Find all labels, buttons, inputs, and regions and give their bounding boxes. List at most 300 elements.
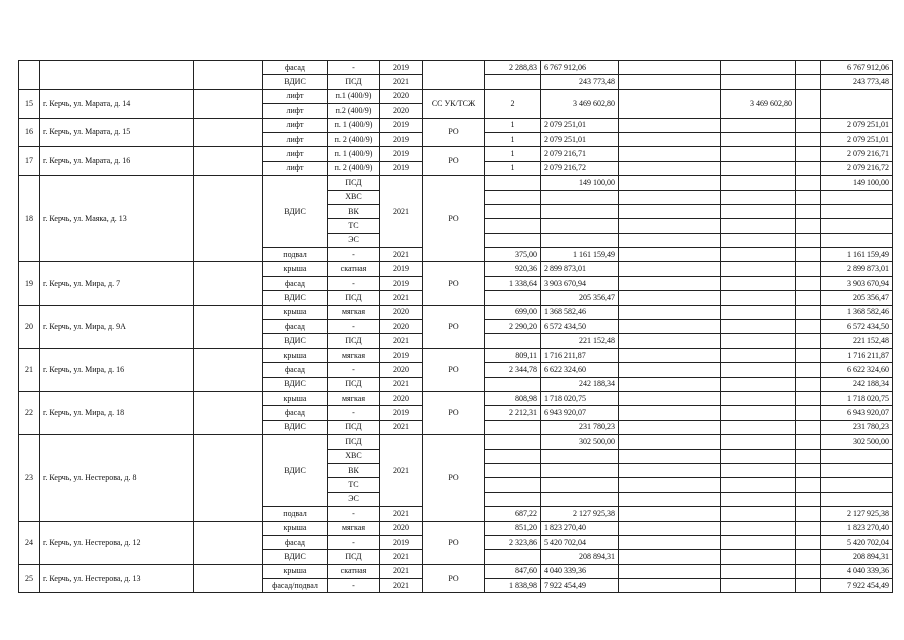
table-cell: 2019 — [380, 535, 423, 549]
table-cell — [619, 320, 721, 334]
table-cell: 2 — [485, 89, 541, 118]
table-cell: крыша — [263, 262, 328, 276]
table-cell: 4 040 339,36 — [541, 564, 619, 578]
table-cell — [721, 550, 796, 564]
table-cell: мягкая — [328, 348, 380, 362]
table-cell — [821, 204, 893, 218]
table-cell: - — [328, 507, 380, 521]
table-cell — [721, 406, 796, 420]
table-cell: ХВС — [328, 190, 380, 204]
table-cell: РО — [423, 118, 485, 147]
table-cell: 2021 — [380, 550, 423, 564]
table-cell: 302 500,00 — [541, 435, 619, 449]
table-cell — [796, 176, 821, 190]
table-cell: ВДИС — [263, 377, 328, 391]
repair-schedule-table — [18, 60, 893, 593]
table-cell — [796, 406, 821, 420]
table-cell — [796, 305, 821, 319]
table-row — [19, 147, 893, 161]
table-row — [19, 176, 893, 190]
table-cell — [485, 435, 541, 449]
table-cell: ПСД — [328, 420, 380, 434]
table-cell: 221 152,48 — [541, 334, 619, 348]
table-cell: 1 — [485, 147, 541, 161]
table-row — [19, 435, 893, 449]
table-cell: 2021 — [380, 564, 423, 578]
table-cell: 2 127 925,38 — [541, 507, 619, 521]
table-cell: 2021 — [380, 507, 423, 521]
table-cell: 302 500,00 — [821, 435, 893, 449]
table-cell — [485, 377, 541, 391]
table-cell — [541, 190, 619, 204]
table-cell: 2 212,31 — [485, 406, 541, 420]
table-cell: 2020 — [380, 363, 423, 377]
table-cell: СС УК/ТСЖ — [423, 89, 485, 118]
table-cell — [619, 248, 721, 262]
table-cell — [796, 262, 821, 276]
table-cell: мягкая — [328, 391, 380, 405]
table-cell — [485, 75, 541, 89]
table-cell — [721, 132, 796, 146]
table-row — [19, 521, 893, 535]
table-cell — [194, 521, 263, 564]
table-cell: 20 — [19, 305, 40, 348]
table-cell: г. Керчь, ул. Мира, д. 18 — [40, 391, 194, 434]
table-cell — [619, 564, 721, 578]
table-cell — [796, 190, 821, 204]
table-body — [19, 61, 893, 593]
table-cell — [796, 348, 821, 362]
table-cell: 1 161 159,49 — [821, 248, 893, 262]
table-cell: ВК — [328, 204, 380, 218]
table-cell: 2021 — [380, 248, 423, 262]
table-row — [19, 118, 893, 132]
table-cell — [619, 363, 721, 377]
table-cell: 1 — [485, 118, 541, 132]
table-cell: 205 356,47 — [541, 291, 619, 305]
table-cell: 242 188,34 — [541, 377, 619, 391]
table-cell — [541, 463, 619, 477]
table-cell: 1 161 159,49 — [541, 248, 619, 262]
table-cell — [796, 420, 821, 434]
table-cell: 6 767 912,06 — [821, 61, 893, 75]
table-cell: 920,36 — [485, 262, 541, 276]
table-cell — [796, 132, 821, 146]
table-cell — [721, 507, 796, 521]
table-cell — [721, 262, 796, 276]
table-cell: 6 767 912,06 — [541, 61, 619, 75]
table-cell: г. Керчь, ул. Мира, д. 16 — [40, 348, 194, 391]
table-cell: лифт — [263, 89, 328, 103]
table-cell — [485, 291, 541, 305]
table-cell — [619, 507, 721, 521]
table-cell: ВДИС — [263, 176, 328, 248]
table-cell: лифт — [263, 147, 328, 161]
table-cell: 221 152,48 — [821, 334, 893, 348]
table-cell: 2020 — [380, 305, 423, 319]
table-cell: г. Керчь, ул. Марата, д. 14 — [40, 89, 194, 118]
table-cell — [721, 420, 796, 434]
table-cell: - — [328, 535, 380, 549]
table-cell — [721, 363, 796, 377]
table-cell: 231 780,23 — [541, 420, 619, 434]
table-cell: лифт — [263, 118, 328, 132]
table-cell — [541, 492, 619, 506]
table-cell — [619, 204, 721, 218]
table-cell — [619, 276, 721, 290]
table-cell — [821, 233, 893, 247]
table-cell: 243 773,48 — [541, 75, 619, 89]
table-cell: 22 — [19, 391, 40, 434]
table-cell: 1 368 582,46 — [541, 305, 619, 319]
table-cell: ВДИС — [263, 420, 328, 434]
table-cell — [721, 291, 796, 305]
table-cell — [485, 463, 541, 477]
table-cell — [721, 219, 796, 233]
table-cell: 808,98 — [485, 391, 541, 405]
table-cell: РО — [423, 305, 485, 348]
table-cell — [619, 550, 721, 564]
table-cell: 2 344,78 — [485, 363, 541, 377]
table-cell: п. 1 (400/9) — [328, 118, 380, 132]
table-cell: 2019 — [380, 118, 423, 132]
table-cell: - — [328, 276, 380, 290]
table-cell: 6 622 324,60 — [821, 363, 893, 377]
table-cell: 1 718 020,75 — [541, 391, 619, 405]
table-cell: 851,20 — [485, 521, 541, 535]
table-cell — [796, 320, 821, 334]
table-cell: 19 — [19, 262, 40, 305]
table-cell — [821, 219, 893, 233]
table-cell — [796, 89, 821, 118]
table-cell — [821, 449, 893, 463]
table-cell — [619, 61, 721, 75]
table-cell: г. Керчь, ул. Мира, д. 7 — [40, 262, 194, 305]
table-cell — [619, 190, 721, 204]
table-cell: 2019 — [380, 262, 423, 276]
table-cell — [619, 262, 721, 276]
table-cell: г. Керчь, ул. Нестерова, д. 8 — [40, 435, 194, 521]
table-cell: п. 2 (400/9) — [328, 132, 380, 146]
table-cell: 1 718 020,75 — [821, 391, 893, 405]
table-cell — [721, 118, 796, 132]
table-cell — [194, 348, 263, 391]
table-cell: ПСД — [328, 334, 380, 348]
table-cell: фасад — [263, 535, 328, 549]
table-cell: 5 420 702,04 — [541, 535, 619, 549]
table-cell — [721, 449, 796, 463]
table-cell — [541, 449, 619, 463]
table-cell: 208 894,31 — [541, 550, 619, 564]
table-cell: 1 823 270,40 — [541, 521, 619, 535]
table-cell: 2 290,20 — [485, 320, 541, 334]
table-cell: лифт — [263, 132, 328, 146]
table-cell — [485, 420, 541, 434]
table-cell: 699,00 — [485, 305, 541, 319]
table-cell — [619, 89, 721, 118]
table-cell — [485, 204, 541, 218]
table-cell: крыша — [263, 348, 328, 362]
table-cell: 6 943 920,07 — [541, 406, 619, 420]
table-cell: 7 922 454,49 — [821, 579, 893, 593]
table-cell: 2020 — [380, 521, 423, 535]
table-cell: 2021 — [380, 75, 423, 89]
table-cell — [619, 75, 721, 89]
table-cell: 208 894,31 — [821, 550, 893, 564]
table-cell: ТС — [328, 478, 380, 492]
table-cell: РО — [423, 521, 485, 564]
table-cell: 2 079 216,71 — [541, 147, 619, 161]
table-cell — [541, 219, 619, 233]
table-cell: ПСД — [328, 176, 380, 190]
table-cell: подвал — [263, 507, 328, 521]
table-cell — [194, 564, 263, 593]
table-cell: 2019 — [380, 161, 423, 175]
table-cell: - — [328, 248, 380, 262]
table-cell: РО — [423, 564, 485, 593]
table-cell: 2021 — [380, 291, 423, 305]
table-cell: 18 — [19, 176, 40, 262]
table-cell: 2020 — [380, 320, 423, 334]
table-cell — [796, 276, 821, 290]
table-cell: мягкая — [328, 521, 380, 535]
table-cell — [721, 276, 796, 290]
table-row — [19, 89, 893, 103]
table-cell: ПСД — [328, 435, 380, 449]
table-cell: 2020 — [380, 391, 423, 405]
table-cell: 5 420 702,04 — [821, 535, 893, 549]
table-cell: крыша — [263, 305, 328, 319]
table-cell: 2019 — [380, 348, 423, 362]
table-row — [19, 348, 893, 362]
table-cell: крыша — [263, 391, 328, 405]
table-cell: 3 469 602,80 — [541, 89, 619, 118]
table-cell — [721, 348, 796, 362]
table-cell: 687,22 — [485, 507, 541, 521]
document-page — [18, 60, 893, 593]
table-cell — [485, 233, 541, 247]
table-cell — [619, 492, 721, 506]
table-cell — [619, 118, 721, 132]
table-cell: РО — [423, 348, 485, 391]
table-cell: 6 572 434,50 — [541, 320, 619, 334]
table-cell: 847,60 — [485, 564, 541, 578]
table-cell: 4 040 339,36 — [821, 564, 893, 578]
table-cell — [796, 204, 821, 218]
table-cell: п. 2 (400/9) — [328, 161, 380, 175]
table-cell — [619, 348, 721, 362]
table-cell — [721, 61, 796, 75]
table-cell: г. Керчь, ул. Маяка, д. 13 — [40, 176, 194, 262]
table-cell — [796, 492, 821, 506]
table-cell — [619, 132, 721, 146]
table-cell — [619, 147, 721, 161]
table-cell: 2 079 216,71 — [821, 147, 893, 161]
table-cell: п.2 (400/9) — [328, 104, 380, 118]
table-cell: фасад — [263, 320, 328, 334]
table-cell — [619, 219, 721, 233]
table-cell: 1 823 270,40 — [821, 521, 893, 535]
table-cell — [423, 61, 485, 90]
table-cell: - — [328, 363, 380, 377]
table-cell: 6 572 434,50 — [821, 320, 893, 334]
table-cell — [541, 233, 619, 247]
table-cell — [721, 579, 796, 593]
table-cell: п.1 (400/9) — [328, 89, 380, 103]
table-cell: РО — [423, 147, 485, 176]
table-cell: лифт — [263, 161, 328, 175]
table-cell: 16 — [19, 118, 40, 147]
table-cell — [796, 377, 821, 391]
table-cell: РО — [423, 176, 485, 262]
table-cell: 3 903 670,94 — [821, 276, 893, 290]
table-row — [19, 305, 893, 319]
table-cell — [194, 147, 263, 176]
table-cell: 242 188,34 — [821, 377, 893, 391]
table-cell — [721, 248, 796, 262]
table-cell: 2021 — [380, 579, 423, 593]
table-cell: РО — [423, 391, 485, 434]
table-cell — [721, 521, 796, 535]
table-cell — [485, 449, 541, 463]
table-cell — [721, 233, 796, 247]
table-cell: 2 288,83 — [485, 61, 541, 75]
table-cell — [619, 579, 721, 593]
table-cell: 2019 — [380, 61, 423, 75]
table-cell: 1 — [485, 161, 541, 175]
table-cell — [619, 176, 721, 190]
table-cell: 2 127 925,38 — [821, 507, 893, 521]
table-cell: фасад — [263, 406, 328, 420]
table-cell: 7 922 454,49 — [541, 579, 619, 593]
table-cell: 2 079 251,01 — [541, 118, 619, 132]
table-cell — [796, 463, 821, 477]
table-cell — [721, 391, 796, 405]
table-cell: - — [328, 406, 380, 420]
table-cell: 2 899 873,01 — [541, 262, 619, 276]
table-cell: 243 773,48 — [821, 75, 893, 89]
table-cell — [796, 334, 821, 348]
table-cell — [721, 435, 796, 449]
table-cell: 25 — [19, 564, 40, 593]
table-cell — [619, 305, 721, 319]
table-cell — [485, 478, 541, 492]
table-cell — [485, 492, 541, 506]
table-cell: 2 079 251,01 — [821, 132, 893, 146]
table-cell — [821, 89, 893, 118]
table-cell — [796, 579, 821, 593]
table-cell — [796, 219, 821, 233]
table-cell: 23 — [19, 435, 40, 521]
table-cell: 2 079 251,01 — [541, 132, 619, 146]
table-cell — [194, 435, 263, 521]
table-cell: 1 — [485, 132, 541, 146]
table-cell: 24 — [19, 521, 40, 564]
table-cell — [796, 449, 821, 463]
table-cell: ТС — [328, 219, 380, 233]
table-cell — [721, 305, 796, 319]
table-cell: мягкая — [328, 305, 380, 319]
table-cell: 2020 — [380, 89, 423, 103]
table-cell: ВДИС — [263, 435, 328, 507]
table-cell — [796, 550, 821, 564]
table-cell: 231 780,23 — [821, 420, 893, 434]
table-cell: 375,00 — [485, 248, 541, 262]
table-cell — [721, 204, 796, 218]
table-cell: 149 100,00 — [541, 176, 619, 190]
table-cell — [485, 334, 541, 348]
table-cell — [194, 391, 263, 434]
table-cell — [721, 147, 796, 161]
table-cell — [485, 219, 541, 233]
table-cell: 21 — [19, 348, 40, 391]
table-cell — [821, 478, 893, 492]
table-cell: ПСД — [328, 75, 380, 89]
table-cell: фасад — [263, 276, 328, 290]
table-cell: ВДИС — [263, 550, 328, 564]
table-cell: 149 100,00 — [821, 176, 893, 190]
table-cell: - — [328, 579, 380, 593]
table-cell — [796, 161, 821, 175]
table-cell — [796, 291, 821, 305]
table-cell — [796, 521, 821, 535]
table-cell — [796, 118, 821, 132]
table-cell: 2 079 216,72 — [821, 161, 893, 175]
table-cell — [619, 535, 721, 549]
table-cell — [541, 478, 619, 492]
table-cell — [721, 492, 796, 506]
table-cell: 17 — [19, 147, 40, 176]
table-cell: ВДИС — [263, 334, 328, 348]
table-cell: 2020 — [380, 104, 423, 118]
table-cell — [721, 334, 796, 348]
table-cell — [721, 320, 796, 334]
table-cell: ПСД — [328, 377, 380, 391]
table-cell: 2 323,86 — [485, 535, 541, 549]
table-cell — [619, 391, 721, 405]
table-cell — [194, 89, 263, 118]
table-cell: 809,11 — [485, 348, 541, 362]
table-cell — [721, 176, 796, 190]
table-cell — [796, 435, 821, 449]
table-cell: ПСД — [328, 291, 380, 305]
table-cell — [796, 61, 821, 75]
table-cell — [796, 233, 821, 247]
table-cell — [796, 363, 821, 377]
table-cell: 1 838,98 — [485, 579, 541, 593]
table-cell: 2021 — [380, 334, 423, 348]
table-cell: лифт — [263, 104, 328, 118]
table-cell: - — [328, 320, 380, 334]
table-cell — [19, 61, 40, 90]
table-cell — [821, 463, 893, 477]
table-cell — [619, 435, 721, 449]
table-cell — [485, 550, 541, 564]
table-cell — [194, 176, 263, 262]
table-cell — [619, 233, 721, 247]
table-cell: ХВС — [328, 449, 380, 463]
table-cell: 3 903 670,94 — [541, 276, 619, 290]
table-cell: крыша — [263, 521, 328, 535]
table-cell — [485, 176, 541, 190]
table-cell: п. 1 (400/9) — [328, 147, 380, 161]
table-cell: г. Керчь, ул. Мира, д. 9А — [40, 305, 194, 348]
table-cell — [619, 291, 721, 305]
table-cell — [721, 564, 796, 578]
table-cell: 6 943 920,07 — [821, 406, 893, 420]
table-row — [19, 262, 893, 276]
table-cell: - — [328, 61, 380, 75]
